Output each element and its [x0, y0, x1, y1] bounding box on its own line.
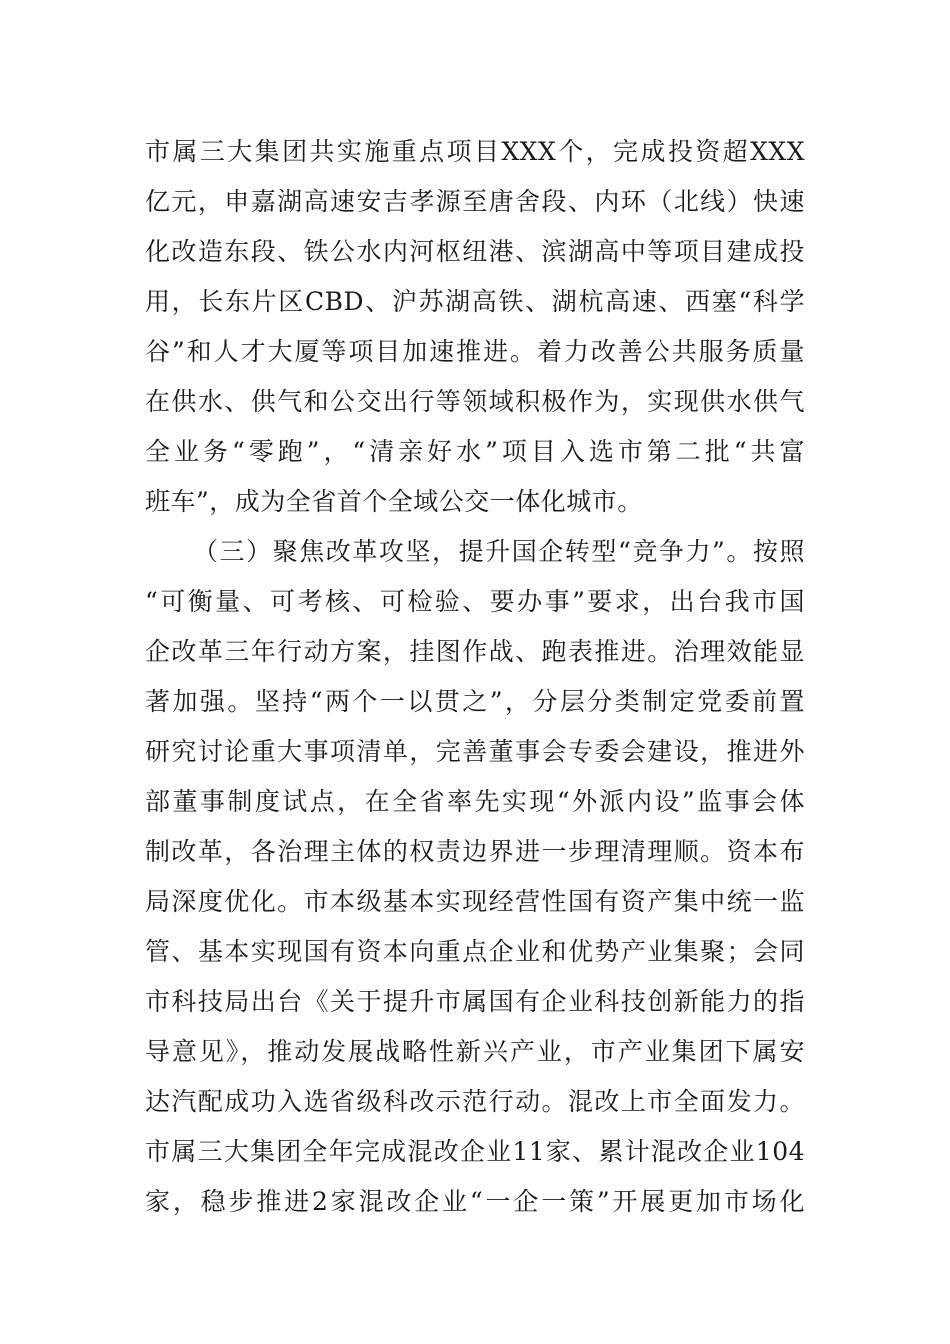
section-heading-line: （三）聚焦改革攻坚，提升国企转型“竞争力”。按照: [193, 537, 805, 566]
paragraph-line: 著加强。坚持“两个一以贯之”，分层分类制定党委前置: [145, 687, 805, 716]
paragraph-line: 全业务“零跑”，“清亲好水”项目入选市第二批“共富: [145, 437, 805, 466]
paragraph-line: 市属三大集团共实施重点项目XXX个，完成投资超XXX: [145, 137, 805, 166]
paragraph-line: 市属三大集团全年完成混改企业11家、累计混改企业104: [145, 1137, 805, 1166]
paragraph-line: 管、基本实现国有资本向重点企业和优势产业集聚；会同: [145, 937, 805, 966]
paragraph-line: 市科技局出台《关于提升市属国有企业科技创新能力的指: [145, 987, 805, 1016]
paragraph-line: 企改革三年行动方案，挂图作战、跑表推进。治理效能显: [145, 637, 805, 666]
paragraph-line: 达汽配成功入选省级科改示范行动。混改上市全面发力。: [145, 1087, 805, 1116]
paragraph-line: 亿元，申嘉湖高速安吉孝源至唐舍段、内环（北线）快速: [145, 187, 805, 216]
paragraph-line: 研究讨论重大事项清单，完善董事会专委会建设，推进外: [145, 737, 805, 766]
paragraph-line: “可衡量、可考核、可检验、要办事”要求，出台我市国: [145, 587, 805, 616]
paragraph-line: 谷”和人才大厦等项目加速推进。着力改善公共服务质量: [145, 337, 805, 366]
paragraph-line: 在供水、供气和公交出行等领域积极作为，实现供水供气: [145, 387, 805, 416]
paragraph-line: 班车”，成为全省首个全域公交一体化城市。: [145, 487, 643, 516]
paragraph-line: 制改革，各治理主体的权责边界进一步理清理顺。资本布: [145, 837, 805, 866]
paragraph-line: 部董事制度试点，在全省率先实现“外派内设”监事会体: [145, 787, 805, 816]
paragraph-line: 化改造东段、铁公水内河枢纽港、滨湖高中等项目建成投: [145, 237, 805, 266]
paragraph-line: 家，稳步推进2家混改企业“一企一策”开展更加市场化: [145, 1187, 805, 1216]
paragraph-line: 用，长东片区CBD、沪苏湖高铁、湖杭高速、西塞“科学: [145, 287, 805, 316]
paragraph-line: 局深度优化。市本级基本实现经营性国有资产集中统一监: [145, 887, 805, 916]
paragraph-line: 导意见》，推动发展战略性新兴产业，市产业集团下属安: [145, 1037, 805, 1066]
